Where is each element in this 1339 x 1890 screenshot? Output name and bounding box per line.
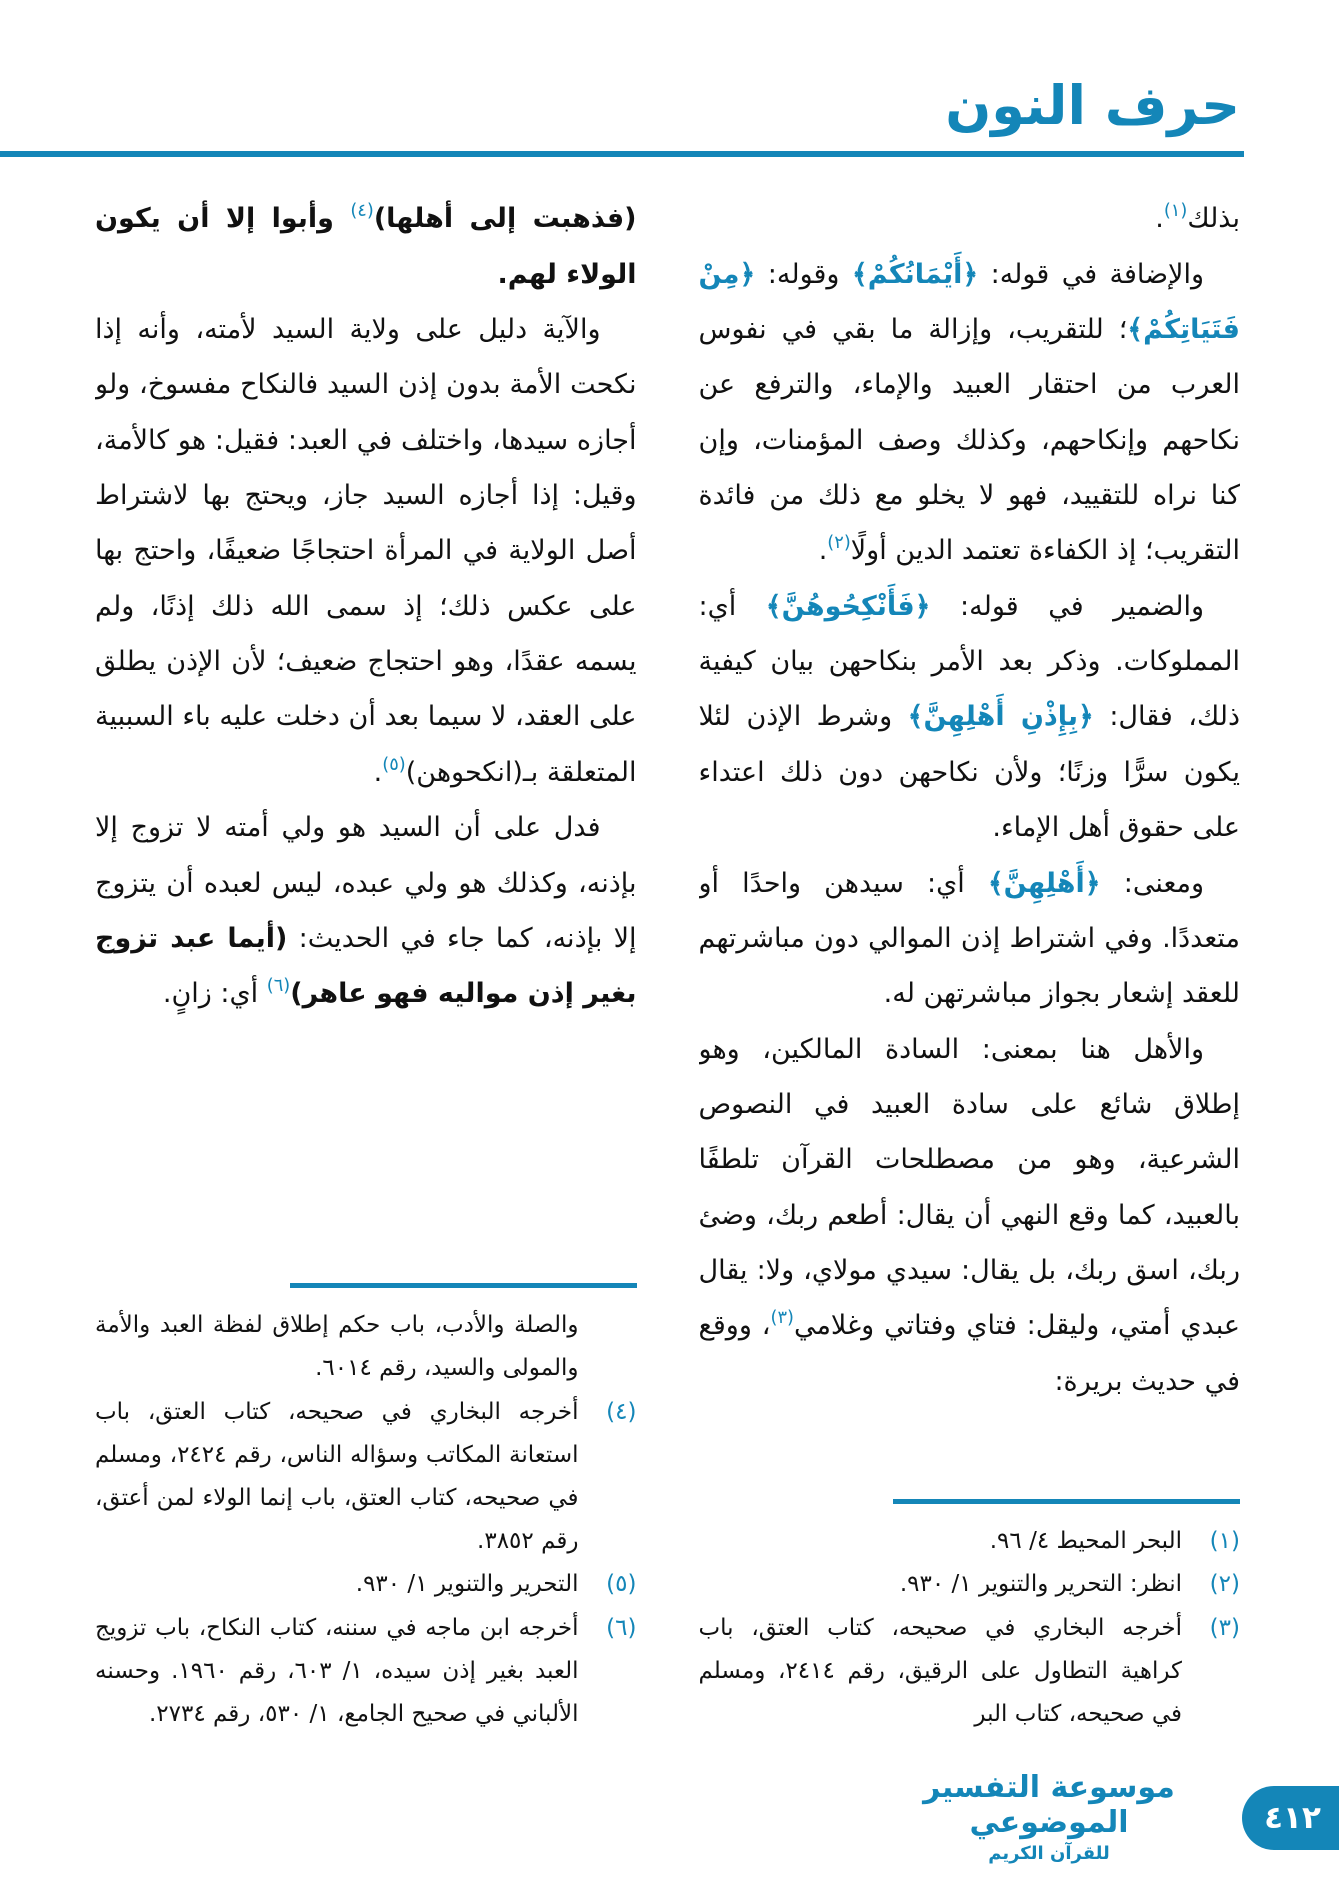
body-text: والأهل هنا بمعنى: السادة المالكين، وهو إطلاق شائع على سادة العبيد في النصوص الشرعية، وهو من مصطلحات القرآن تلطفًا بالعبيد، كما وقع النهي أن يقال: أطعم ربك، وضئ ربك، اسق ربك، بل يقال: سيدي مولاي، ولا: يقال عبدي أمتي، وليقل: فتاي وفتاتي وغلامي — [698, 1033, 1240, 1342]
footnote-text: أخرجه ابن ماجه في سننه، كتاب النكاح، باب تزويج العبد بغير إذن سيده، ١/ ٦٠٣، رقم ١٩٦٠. وحسنه الألباني في صحيح الجامع، ١/ ٥٣٠، رقم ٢٧٣٤. — [95, 1614, 579, 1728]
page-header — [0, 0, 1339, 135]
footnote-item — [699, 1563, 1241, 1606]
footnote-ref-marker: (٤) — [350, 200, 374, 222]
quran-quote: ﴿أَهْلِهِنَّ﴾ — [987, 867, 1101, 899]
footnote-item — [95, 1607, 637, 1737]
footnote-item — [699, 1520, 1241, 1563]
footnote-list — [699, 1520, 1241, 1736]
hadith-text: (أيما عبد تزوج بغير إذن مواليه فهو عاهر) — [95, 922, 637, 1010]
body-text: أي: المملوكات. وذكر بعد الأمر بنكاحهن بيان كيفية ذلك، فقال: — [698, 590, 1240, 733]
footnote-number: (٥) — [606, 1571, 637, 1598]
footnote-separator-rule — [893, 1499, 1240, 1504]
paragraph — [699, 579, 1241, 856]
footnote-text: أخرجه البخاري في صحيحه، كتاب العتق، باب استعانة المكاتب وسؤاله الناس، رقم ٢٤٢٤، ومسلم في صحيحه، كتاب العتق، باب إنما الولاء لمن أعتق، رقم ٣٨٥٢. — [95, 1398, 579, 1555]
footnote-text: والصلة والأدب، باب حكم إطلاق لفظة العبد والأمة والمولى والسيد، رقم ٦٠١٤. — [95, 1312, 579, 1382]
footnote-ref-marker: (٥) — [382, 753, 406, 775]
body-text: . — [373, 756, 383, 788]
paragraph — [95, 191, 637, 302]
column-left — [95, 191, 637, 1736]
paragraph — [95, 800, 637, 1021]
footnote-separator-rule — [290, 1283, 637, 1288]
quran-quote: ﴿بِإِذْنِ أَهْلِهِنَّ﴾ — [907, 701, 1094, 733]
footnote-item — [95, 1304, 637, 1390]
footnote-ref-marker: (٣) — [770, 1307, 794, 1329]
footnote-number: (٣) — [1209, 1614, 1240, 1641]
publisher-logo — [914, 1771, 1184, 1865]
column-right-body — [699, 191, 1241, 1409]
footnote-list — [95, 1304, 637, 1736]
column-right-footnote-block — [699, 1489, 1241, 1736]
footnote-ref-marker: (١) — [1163, 200, 1188, 222]
two-column-text-area — [0, 157, 1339, 1736]
footnote-ref-marker: (٢) — [827, 532, 851, 554]
body-text: بذلك — [1187, 203, 1240, 235]
footnote-text: التحرير والتنوير ١/ ٩٣٠. — [355, 1571, 579, 1598]
footnote-text: البحر المحيط ٤/ ٩٦. — [989, 1528, 1182, 1555]
paragraph — [699, 1022, 1241, 1409]
body-text: والضمير في قوله: — [930, 590, 1204, 622]
chapter-title: حرف النون — [945, 74, 1240, 137]
footnote-ref-marker: (٦) — [266, 975, 291, 997]
page-number: ٤١٢ — [1264, 1800, 1321, 1836]
body-text: . — [818, 535, 828, 567]
body-text: وقوله: — [755, 258, 852, 290]
footnote-item — [95, 1391, 637, 1564]
quran-quote: ﴿مِنْ فَتَيَاتِكُمْ﴾ — [698, 258, 1240, 346]
hadith-text: وأبوا إلا أن يكون الولاء لهم. — [95, 203, 637, 290]
page-number-badge — [1242, 1786, 1339, 1850]
paragraph — [699, 247, 1241, 579]
body-text: والآية دليل على ولاية السيد لأمته، وأنه إذا نكحت الأمة بدون إذن السيد فالنكاح مفسوخ، ولو أجازه سيدها، واختلف في العبد: فقيل: هو كالأمة، وقيل: إذا أجازه السيد جاز، ويحتج بها لاشتراط أصل الولاية في المرأة احتجاجًا ضعيفًا، واحتج بها على عكس ذلك؛ إذ سمى الله ذلك إذنًا، ولم يسمه عقدًا، وهو احتجاج ضعيف؛ لأن الإذن يطلق على العقد، لا سيما بعد أن دخلت عليه باء السببية المتعلقة بـ(انكحوهن) — [95, 314, 637, 788]
hadith-text: (فذهبت إلى أهلها) — [373, 203, 637, 235]
paragraph — [699, 856, 1241, 1022]
footnote-item — [699, 1607, 1241, 1737]
footnote-text: أخرجه البخاري في صحيحه، كتاب العتق، باب كراهية التطاول على الرقيق، رقم ٢٤١٤، ومسلم في صحيحه، كتاب البر — [698, 1614, 1182, 1728]
body-text: وشرط الإذن لئلا يكون سرًّا وزنًا؛ ولأن نكاحهن دون ذلك اعتداء على حقوق أهل الإماء. — [698, 701, 1240, 844]
column-left-footnote-block — [95, 1273, 637, 1736]
column-left-body — [95, 191, 637, 1021]
body-text: ، ووقع في حديث بريرة: — [698, 1310, 1240, 1397]
column-right — [699, 191, 1241, 1736]
logo-subtitle: للقرآن الكريم — [988, 1843, 1110, 1865]
body-text: أي: زانٍ. — [162, 978, 267, 1010]
body-text: ؛ للتقريب، وإزالة ما بقي في نفوس العرب من احتقار العبيد والإماء، والترفع عن نكاحهم وإنكاحهم، وكذلك وصف المؤمنات، وإن كنا نراه للتقييد، فهو لا يخلو مع ذلك من فائدة التقريب؛ إذ الكفاءة تعتمد الدين أولًا — [698, 314, 1240, 567]
body-text: أي: سيدهن واحدًا أو متعددًا. وفي اشتراط إذن الموالي دون مباشرتهم للعقد إشعار بجواز مباشرتهن له. — [698, 867, 1240, 1010]
footnote-number: (١) — [1209, 1528, 1240, 1555]
paragraph — [95, 302, 637, 800]
body-text: والإضافة في قوله: — [978, 258, 1204, 290]
body-text: ومعنى: — [1100, 867, 1204, 899]
page-footer — [0, 1770, 1339, 1866]
footnote-item — [95, 1563, 637, 1606]
quran-quote: ﴿أَيْمَانُكُمْ﴾ — [851, 258, 979, 290]
quran-quote: ﴿فَأَنْكِحُوهُنَّ﴾ — [765, 590, 931, 622]
footnote-text: انظر: التحرير والتنوير ١/ ٩٣٠. — [899, 1571, 1182, 1598]
footnote-number: (٤) — [606, 1398, 637, 1425]
paragraph — [699, 191, 1241, 246]
body-text: . — [1155, 203, 1164, 235]
footnote-number: (٦) — [606, 1614, 637, 1641]
footnote-number: (٢) — [1209, 1571, 1240, 1598]
body-text: فدل على أن السيد هو ولي أمته لا تزوج إلا بإذنه، وكذلك هو ولي عبده، ليس لعبده أن يتزوج إلا بإذنه، كما جاء في الحديث: — [95, 812, 637, 954]
logo-title: موسوعة التفسير الموضوعي — [923, 1770, 1175, 1840]
